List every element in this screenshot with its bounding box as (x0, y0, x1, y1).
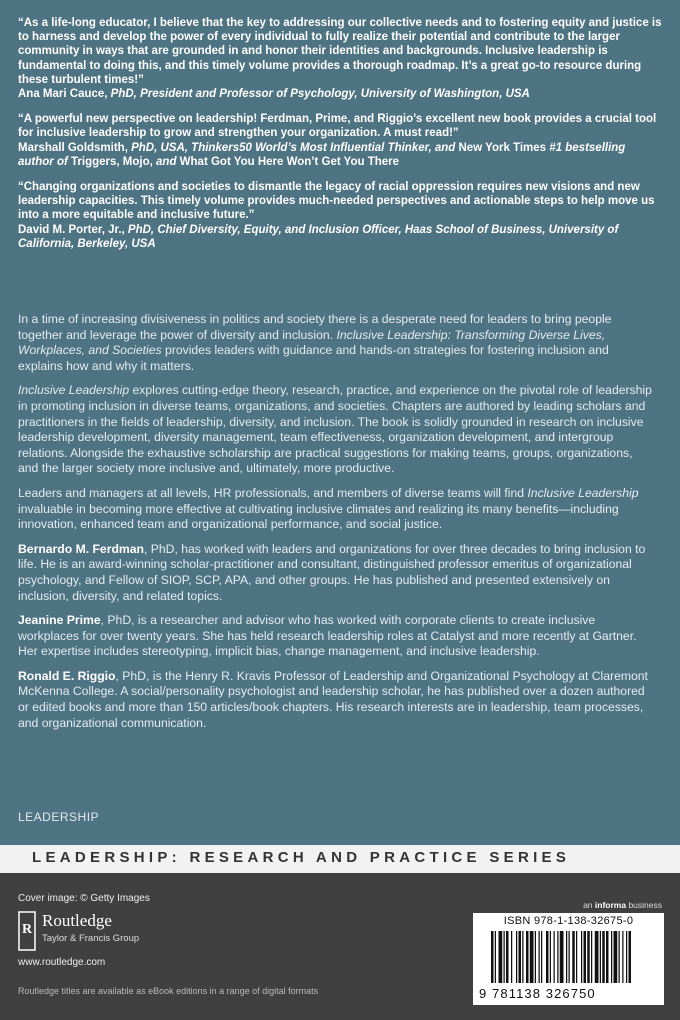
barcode-bar (626, 931, 627, 983)
publisher-website[interactable]: www.routledge.com (18, 957, 106, 968)
barcode-bar (614, 931, 618, 983)
publisher-logo (18, 911, 178, 953)
barcode-bar (506, 931, 509, 983)
publisher-name: Routledge (42, 911, 112, 930)
cover-credit: Cover image: © Getty Images (18, 893, 150, 904)
endorser-title: PhD, President and Professor of Psychology, University of Washington, USA (107, 88, 530, 101)
barcode-bar (606, 931, 609, 983)
description-paragraph: In a time of increasing divisiveness in politics and society there is a desperate need for leaders to bring people together and leverage the power of diversity and inclusion. Inclusive Leadership: Transforming Diverse Lives, Workplaces, and Societies provides leaders with guidance and hands-on strategies for fostering inclusion and explains how and why it matters. (18, 312, 612, 373)
barcode-bar (522, 931, 523, 983)
barcode-bar (587, 931, 590, 983)
author-name: Bernardo M. Ferdman (18, 541, 144, 556)
barcode-bar (602, 931, 605, 983)
author-bio: Ronald E. Riggio, PhD, is the Henry R. Kravis Professor of Leadership and Organizational Psychology at Claremont McKenna College. A social/personality psychologist and leadership scholar, he has published over a dozen authored or edited books and more than 150 articles/book chapters. His research interests are in leadership, team processes, and organizational communication. (18, 668, 648, 730)
endorsement-quote (18, 112, 662, 169)
quote-attribution (18, 87, 662, 101)
endorser-title: PhD, USA, Thinkers50 World’s Most Influential Thinker, and (127, 141, 459, 154)
barcode-bar (554, 931, 555, 983)
footer (0, 873, 680, 1020)
isbn-barcode: ISBN 978-1-138-32675-0 9 781138 326750 (473, 913, 664, 1005)
author-bio: Jeanine Prime, PhD, is a researcher and advisor who has worked with corporate clients to create inclusive workplaces for over twenty years. She has held research leadership roles at Catalyst and more recently at Gartner. Her expertise includes stereotyping, implicit bias, change management, and inclusive leadership. (18, 613, 637, 659)
barcode-bar (629, 931, 632, 983)
isbn-number: ISBN 978-1-138-32675-0 (503, 915, 634, 927)
barcode-bar (550, 931, 551, 983)
author-name: Ronald E. Riggio (18, 668, 116, 683)
endorsement-quote (18, 16, 662, 101)
subject-category: LEADERSHIP (18, 810, 100, 824)
barcode-icon (473, 929, 664, 991)
barcode-bar (560, 931, 564, 983)
barcode-bar (546, 931, 549, 983)
barcode-bar (581, 931, 582, 983)
ebook-note: Routledge titles are available as eBook editions in a range of digital formats (18, 986, 319, 996)
routledge-logo-icon (18, 911, 36, 951)
barcode-bar (541, 931, 542, 983)
barcode-bar (539, 931, 540, 983)
barcode-bar (566, 931, 567, 983)
series-banner (0, 845, 680, 873)
book-description (18, 312, 654, 740)
quote-text: “Changing organizations and societies to dismantle the legacy of racial oppression requires new visions and new leadership capacities. This timely volume provides much-needed perspectives and actionable steps to help move us into a more equitable and inclusive future.” (18, 181, 655, 222)
barcode-bar (511, 931, 512, 983)
endorsements (18, 16, 662, 262)
barcode-bar (535, 931, 536, 983)
barcode-bar (491, 931, 494, 983)
publisher-group: Taylor & Francis Group (42, 933, 140, 944)
series-title: LEADERSHIP: RESEARCH AND PRACTICE SERIES (32, 849, 571, 866)
barcode-bar (519, 931, 522, 983)
book-title: Inclusive Leadership (18, 383, 130, 398)
informa-business: an informa business (583, 900, 662, 910)
endorser-title: PhD, Chief Diversity, Equity, and Inclusion Officer, Haas School of Business, University of California, Berkeley, USA (18, 223, 619, 250)
barcode-bar (499, 931, 503, 983)
endorser-name: Marshall Goldsmith, (18, 141, 128, 154)
barcode-bar (495, 931, 496, 983)
endorser-name: David M. Porter, Jr., (18, 223, 125, 236)
description-paragraph: Inclusive Leadership explores cutting-edge theory, research, practice, and experience on the pivotal role of leadership in promoting inclusion in diverse teams, organizations, and societies. Chapters are authored by leading scholars and practitioners in the fields of leadership, diversity, and inclusion. The book is solidly grounded in research on inclusive leadership development, diversity management, team effectiveness, organization development, and intergroup relations. Alongside the exhaustive scholarship are practical suggestions for making teams, groups, organizations, and the larger society more inclusive and, ultimately, more productive. (18, 383, 652, 476)
barcode-bar (576, 931, 577, 983)
quote-attribution (18, 223, 662, 251)
barcode-bar (572, 931, 575, 983)
barcode-bar (622, 931, 623, 983)
barcode-bar (504, 931, 505, 983)
barcode-bar (569, 931, 570, 983)
description-paragraph: Leaders and managers at all levels, HR professionals, and members of diverse teams will find Inclusive Leadership invaluable in becoming more effective at cultivating inclusive climates and realizing its many benefits—including innovation, enhanced team and organizational performance, and social justice. (18, 485, 639, 532)
endorsement-quote (18, 180, 662, 251)
quote-text: “As a life-long educator, I believe that the key to addressing our collective needs and to fostering equity and justice is to harness and develop the power of every individual to fully realize their potential and contribute to the larger community in ways that are grounded in and honor their identities and backgrounds. Inclusive leadership is fundamental to doing this, and this timely volume provides a thorough roadmap. It’s a great go-to resource during these turbulent times!” (18, 17, 662, 86)
barcode-bar (530, 931, 534, 983)
barcode-bar (619, 931, 620, 983)
barcode-bar (611, 931, 612, 983)
book-title: Inclusive Leadership (527, 485, 639, 500)
endorser-name: Ana Mari Cauce, (18, 88, 108, 101)
barcode-bar (595, 931, 599, 983)
author-bio: Bernardo M. Ferdman, PhD, has worked with leaders and organizations for over three decades to bring inclusion to life. He is an award-winning scholar-practitioner and consultant, distinguished professor emeritus of organizational psychology, and Fellow of SIOP, SCP, APA, and other groups. He has published and presented extensively on inclusion, diversity, and related topics. (18, 541, 646, 603)
svg-text:R: R (21, 922, 33, 937)
barcode-bar (584, 931, 587, 983)
quote-text: “A powerful new perspective on leadership! Ferdman, Prime, and Riggio’s excellent new book provides a crucial tool for inclusive leadership to grow and strengthen your organization. A must read!” (18, 113, 657, 140)
barcode-bar (557, 931, 558, 983)
barcode-bar (516, 931, 517, 983)
book-title: Inclusive Leadership: Transforming Diverse Lives, Workplaces, and Societies (18, 327, 606, 358)
quote-attribution: Marshall Goldsmith, PhD, USA, Thinkers50 World’s Most Influential Thinker, and New York Times #1 bestselling author of Triggers, Mojo, and What Got You Here Won’t Get You There (18, 141, 626, 168)
author-name: Jeanine Prime (18, 613, 101, 628)
barcode-bar (600, 931, 601, 983)
barcode-bar (526, 931, 529, 983)
barcode-bar (591, 931, 592, 983)
